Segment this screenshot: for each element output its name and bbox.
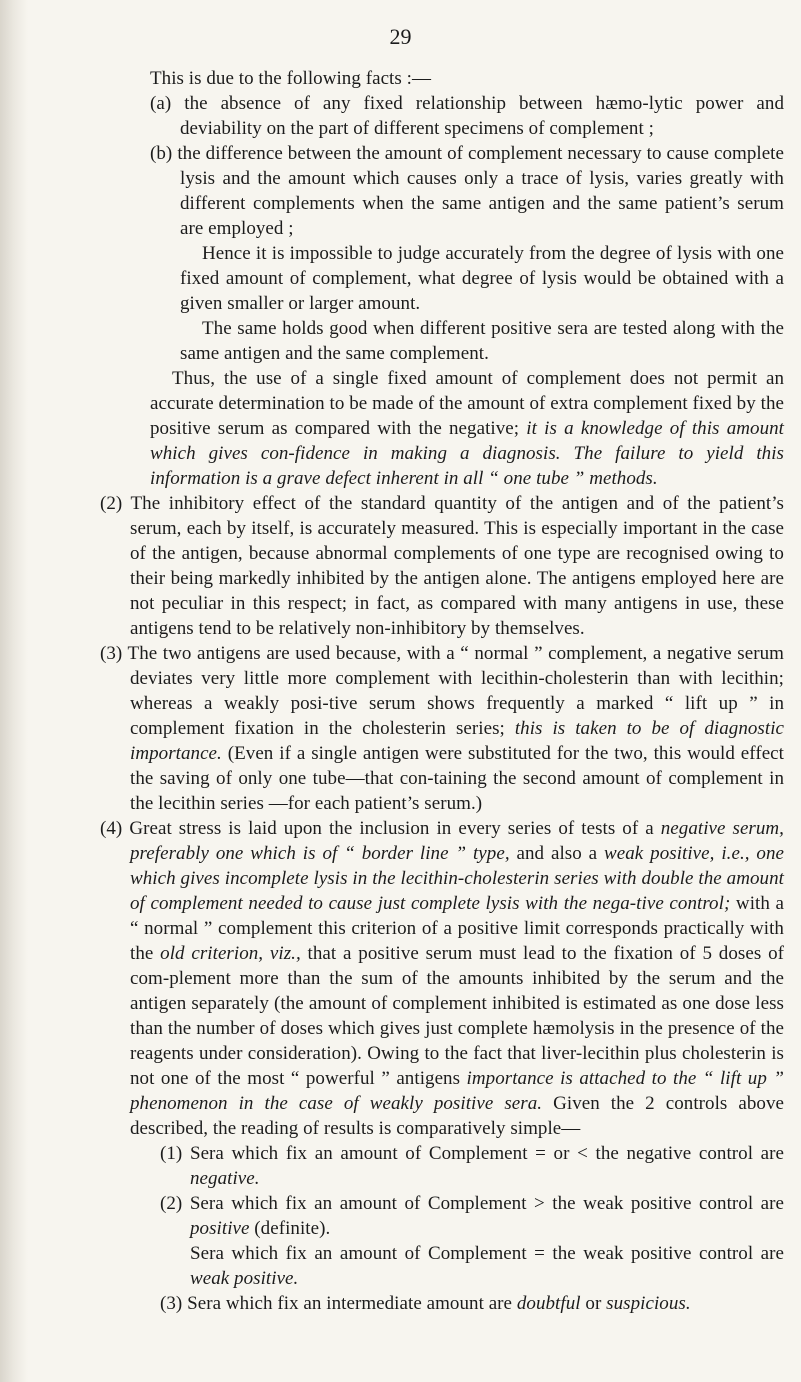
result-2b-italic: weak positive.: [190, 1268, 299, 1289]
point-3-italic: this is taken to be of diagnostic importance.: [130, 718, 785, 764]
page-number: 29: [389, 24, 412, 49]
point-4-italic-b: negative serum, preferably one which is of “ border line ” type,: [130, 818, 784, 864]
point-3: [100, 641, 784, 816]
result-2-suffix: (definite).: [249, 1218, 331, 1239]
point-2-text: The inhibitory effect of the standard quantity of the antigen and of the patient’s serum, each by itself, is accurately measured. This is especially important in the case of the antigen, because abnormal complements of one type are recognised owing to their being markedly inhibited by the antigen alone. The antigens employed here are not peculiar in this respect; in fact, as compared with many antigens in use, these antigens tend to be relatively non-inhibitory by themselves.: [130, 493, 784, 639]
fact-b-label: (b): [150, 143, 173, 164]
page-edge-shadow: [0, 0, 28, 1382]
result-3-italic-b: doubtful: [516, 1293, 581, 1314]
point-4-text-i: Given the 2 controls above described, the reading of results is comparatively simple—: [130, 1093, 784, 1139]
result-3-or: or: [580, 1293, 607, 1314]
intro-line: This is due to the following facts :—: [150, 68, 432, 89]
fact-b-text: the difference between the amount of complement necessary to cause complete lysis and the amount which causes only a trace of lysis, varies greatly with different complements when the same antigen and the same patient’s serum are employed ;: [177, 143, 784, 239]
result-1-text: Sera which fix an amount of Complement = or < the negative control are: [189, 1143, 784, 1164]
point-3-text: The two antigens are used because, with a “ normal ” complement, a negative serum deviates very little more complement with lecithin-cholesterin than with lecithin; whereas a weakly posi-tive serum shows frequently a marked “ lift up ” in complement fixation in the cholesterin series;: [127, 643, 784, 739]
point-4-italic-f: old criterion, viz.,: [160, 943, 301, 964]
point-4-label: (4): [100, 818, 123, 839]
result-3-text: Sera which fix an intermediate amount are: [187, 1293, 517, 1314]
point-4-text-c: and also a: [509, 843, 605, 864]
result-2-continued: [100, 1241, 784, 1291]
result-3: [100, 1291, 784, 1316]
result-2-italic: positive: [190, 1218, 250, 1239]
fact-b: [100, 141, 784, 241]
thus-text: Thus, the use of a single fixed amount of complement does not permit an accurate determination to be made of the amount of extra complement fixed by the positive serum as compared with the negative;: [150, 368, 784, 439]
point-4-text-a: Great stress is laid upon the inclusion in every series of tests of a: [129, 818, 661, 839]
result-3-italic-d: suspicious.: [606, 1293, 691, 1314]
thus-italic: it is a knowledge of this amount which gives con-fidence in making a diagnosis. The failure to yield this information is a grave defect inherent in all “ one tube ” methods.: [150, 418, 784, 489]
point-2-label: (2): [100, 493, 123, 514]
fact-a-text: the absence of any fixed relationship between hæmo-lytic power and deviability on the part of different specimens of complement ;: [180, 93, 784, 139]
point-2: [100, 491, 784, 641]
result-3-label: (3): [160, 1293, 183, 1314]
thus-paragraph: [100, 366, 784, 491]
fact-a-label: (a): [150, 93, 172, 114]
point-4-italic-d: weak positive, i.e., one which gives incomplete lysis in the lecithin-cholesterin series with double the amount of complement needed to cause just complete lysis with the nega-tive control;: [130, 843, 785, 914]
result-2-text: Sera which fix an amount of Complement > the weak positive control are: [189, 1193, 784, 1214]
result-1-italic: negative.: [190, 1168, 260, 1189]
point-4-text-g: that a positive serum must lead to the fixation of 5 doses of com-plement more than the sum of the amounts inhibited by the serum and the antigen separately (the amount of complement inhibited is estimated as one dose less than the number of doses which gives just complete hæmolysis in the presence of the reagents under consideration). Owing to the fact that liver-lecithin plus cholesterin is not one of the most “ powerful ” antigens: [130, 943, 784, 1089]
point-3-aside: (Even if a single antigen were substituted for the two, this would effect the saving of only one tube—that con-taining the second amount of complement in the lecithin series —for each patient’s serum.): [130, 743, 784, 814]
point-3-label: (3): [100, 643, 123, 664]
fact-a: [100, 91, 784, 141]
result-2-label: (2): [160, 1193, 183, 1214]
result-2: [100, 1191, 784, 1241]
point-4-italic-h: importance is attached to the “ lift up ” phenomenon in the case of weakly positive sera.: [130, 1068, 784, 1114]
point-4-text-e: with a “ normal ” complement this criterion of a positive limit corresponds practically with the: [130, 893, 785, 964]
hence-paragraph: Hence it is impossible to judge accurately from the degree of lysis with one fixed amount of complement, what degree of lysis would be obtained with a given smaller or larger amount.: [180, 243, 784, 314]
point-4: [100, 816, 784, 1141]
result-1-label: (1): [160, 1143, 183, 1164]
same-holds-paragraph: The same holds good when different positive sera are tested along with the same antigen and the same complement.: [180, 318, 784, 364]
page-body: [100, 66, 784, 1316]
result-2b-text: Sera which fix an amount of Complement = the weak positive control are: [190, 1243, 784, 1264]
result-1: [100, 1141, 784, 1191]
